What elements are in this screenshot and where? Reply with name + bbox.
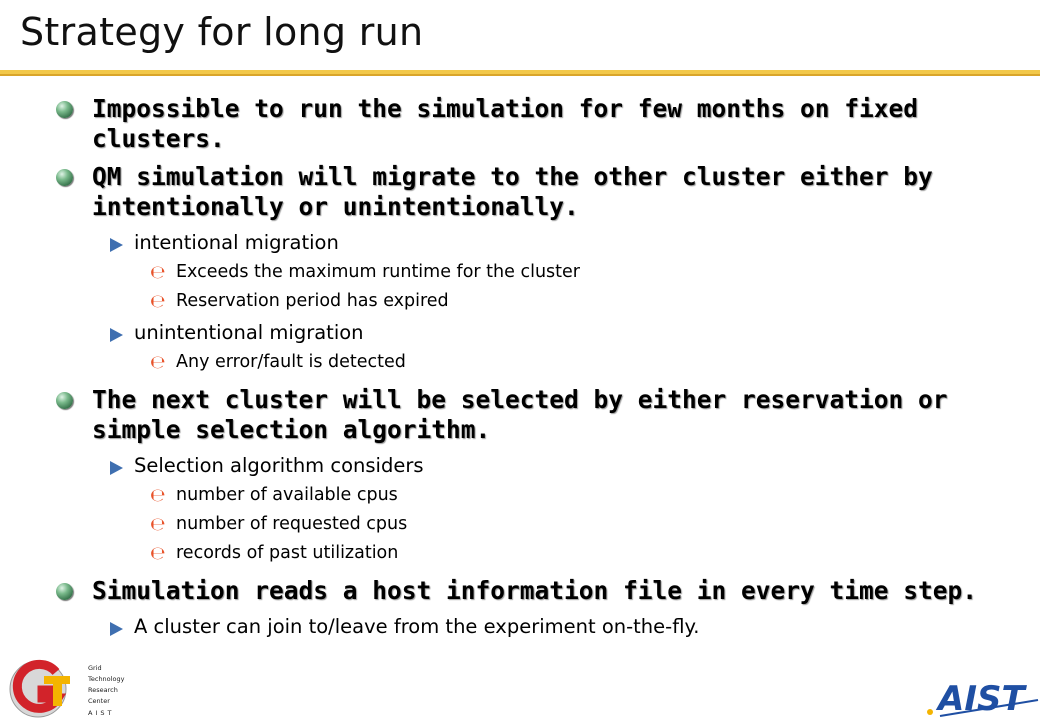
bullet-text: Impossible to run the simulation for few months on fixed clusters. bbox=[92, 94, 919, 153]
title-underline bbox=[0, 70, 1040, 76]
bullet-text: records of past utilization bbox=[176, 543, 399, 563]
bullet-text: number of requested cpus bbox=[176, 514, 408, 534]
bullet-l3 bbox=[0, 348, 1040, 377]
e-bullet-icon: ℮ bbox=[150, 514, 166, 535]
bullet-text: intentional migration bbox=[134, 231, 339, 254]
triangle-bullet-icon bbox=[110, 461, 123, 475]
triangle-bullet-icon bbox=[110, 238, 123, 252]
bullet-l3 bbox=[0, 481, 1040, 510]
e-bullet-icon: ℮ bbox=[150, 543, 166, 564]
logo-line: Research bbox=[88, 686, 118, 694]
bullet-text: QM simulation will migrate to the other cluster either by intentionally or unintentionally. bbox=[92, 162, 933, 221]
bullet-text: unintentional migration bbox=[134, 321, 364, 344]
bullet-text: A cluster can join to/leave from the experiment on-the-fly. bbox=[134, 615, 700, 638]
bullet-l2 bbox=[0, 230, 1040, 256]
bullet-text: The next cluster will be selected by either reservation or simple selection algorithm. bbox=[92, 385, 948, 444]
e-bullet-icon: ℮ bbox=[150, 485, 166, 506]
gtrc-logo bbox=[8, 658, 148, 720]
bullet-text: Reservation period has expired bbox=[176, 291, 449, 311]
green-ball-bullet-icon bbox=[56, 101, 73, 118]
aist-logo bbox=[920, 672, 1040, 720]
logo-line: AIST bbox=[88, 709, 115, 717]
e-bullet-icon: ℮ bbox=[150, 352, 166, 373]
bullet-text: Selection algorithm considers bbox=[134, 454, 424, 477]
bullet-text: Any error/fault is detected bbox=[176, 352, 406, 372]
logo-line: Center bbox=[88, 697, 110, 705]
bullet-l3 bbox=[0, 258, 1040, 287]
bullet-l1 bbox=[0, 94, 1040, 154]
logo-line: Grid bbox=[88, 664, 102, 672]
bullet-text: number of available cpus bbox=[176, 485, 398, 505]
bullet-l3 bbox=[0, 539, 1040, 568]
logo-line: Technology bbox=[88, 675, 125, 683]
green-ball-bullet-icon bbox=[56, 392, 73, 409]
slide-title: Strategy for long run bbox=[20, 10, 424, 54]
bullet-l1 bbox=[0, 385, 1040, 445]
green-ball-bullet-icon bbox=[56, 583, 73, 600]
aist-logo-text: AIST bbox=[938, 679, 1025, 719]
bullet-l3 bbox=[0, 510, 1040, 539]
bullet-l2 bbox=[0, 453, 1040, 479]
green-ball-bullet-icon bbox=[56, 169, 73, 186]
bullet-l1 bbox=[0, 576, 1040, 606]
bullet-l2 bbox=[0, 614, 1040, 640]
bullet-text: Exceeds the maximum runtime for the cluster bbox=[176, 262, 580, 282]
e-bullet-icon: ℮ bbox=[150, 291, 166, 312]
e-bullet-icon: ℮ bbox=[150, 262, 166, 283]
bullet-l2 bbox=[0, 320, 1040, 346]
bullet-l1 bbox=[0, 162, 1040, 222]
triangle-bullet-icon bbox=[110, 328, 123, 342]
bullet-text: Simulation reads a host information file in every time step. bbox=[92, 576, 978, 605]
bullet-l3 bbox=[0, 287, 1040, 316]
slide-body bbox=[0, 94, 1040, 642]
triangle-bullet-icon bbox=[110, 622, 123, 636]
